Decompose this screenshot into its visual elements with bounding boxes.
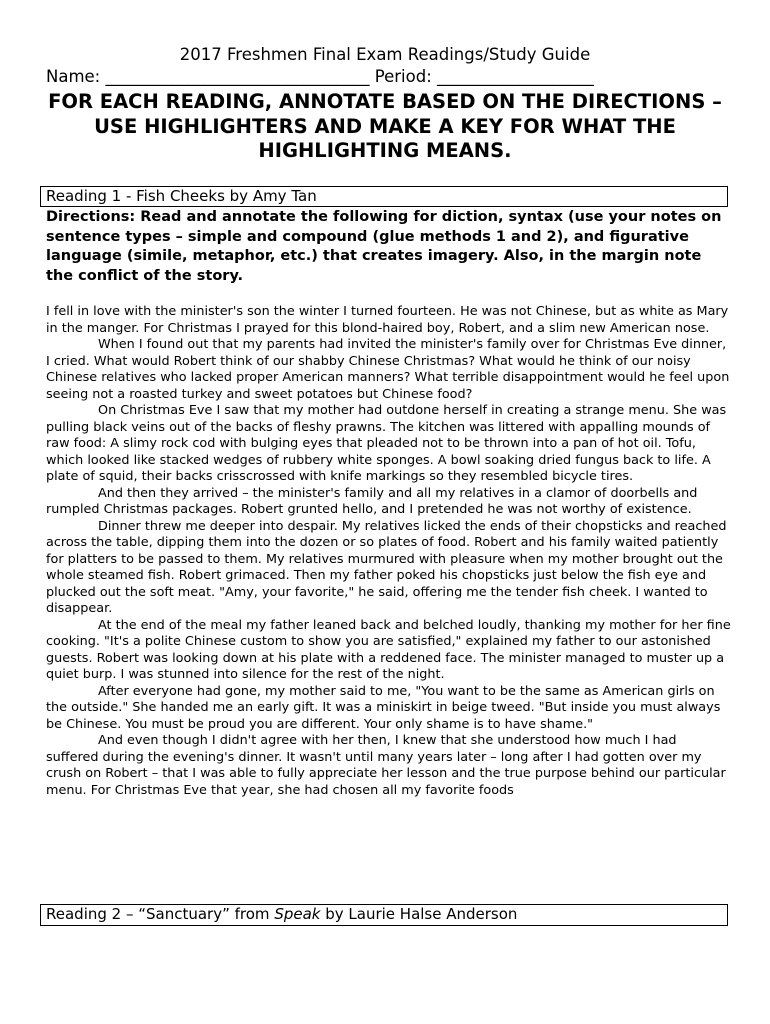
name-blank: ________________________________ bbox=[105, 67, 370, 86]
reading-1-text bbox=[46, 304, 732, 799]
paragraph-4: And then they arrived – the minister's family and all my relatives in a clamor of doorbells and rumpled Christmas packages. Robert grunted hello, and I pretended he was not worthy of existence. bbox=[46, 485, 698, 517]
period-blank: ___________________ bbox=[437, 67, 594, 86]
paragraph-5: Dinner threw me deeper into despair. My relatives licked the ends of their chopsticks and reached across the table, dipping them into the dozen or so plates of food. Robert and his family waited patiently for platters to be passed to them. My relatives murmured with pleasure when my mother brought out the whole steamed fish. Robert grimaced. Then my father poked his chopsticks just below the fish eye and plucked out the soft meat. "Amy, your favorite," he said, offering me the tender fish cheek. I wanted to disappear. bbox=[46, 518, 727, 616]
paragraph-8: And even though I didn't agree with her then, I knew that she understood how much I had suffered during the evening's dinner. It wasn't until many years later – long after I had gotten over my crush on Robert – that I was able to fully appreciate her lesson and the true purpose behind our particular menu. For Christmas Eve that year, she had chosen all my favorite foods bbox=[46, 733, 726, 798]
reading-2-heading bbox=[40, 904, 728, 926]
paragraph-2: When I found out that my parents had invited the minister's family over for Christmas Eve dinner, I cried. What would Robert think of our shabby Chinese Christmas? What would he think of our noisy Chinese relatives who lacked proper American manners? What terrible disappointment would he feel upon seeing not a roasted turkey and sweet potatoes but Chinese food? bbox=[46, 337, 730, 402]
page-title: 2017 Freshmen Final Exam Readings/Study Guide bbox=[179, 45, 591, 64]
annotation-instructions: FOR EACH READING, ANNOTATE BASED ON THE DIRECTIONS – USE HIGHLIGHTERS AND MAKE A KEY FOR WHAT THE HIGHLIGHTING MEANS. bbox=[48, 90, 722, 162]
reading-2-heading-prefix: Reading 2 – “Sanctuary” from bbox=[46, 905, 275, 923]
paragraph-3: On Christmas Eve I saw that my mother had outdone herself in creating a strange menu. She was pulling black veins out of the backs of fleshy prawns. The kitchen was littered with appalling mounds of raw food: A slimy rock cod with bulging eyes that pleaded not to be thrown into a pan of hot oil. Tofu, which looked like stacked wedges of rubbery white sponges. A bowl soaking dried fungus back to life. A plate of squid, their backs crisscrossed with knife markings so they resembled bicycle tires. bbox=[46, 403, 727, 484]
reading-2-heading-suffix: by Laurie Halse Anderson bbox=[320, 905, 518, 923]
paragraph-7: After everyone had gone, my mother said to me, "You want to be the same as American girls on the outside." She handed me an early gift. It was a miniskirt in beige tweed. "But inside you must always be Chinese. You must be proud you are different. Your only shame is to have shame." bbox=[46, 683, 721, 732]
name-period-line bbox=[46, 66, 736, 88]
period-label: Period: bbox=[374, 67, 432, 86]
reading-2-book-title: Speak bbox=[274, 905, 321, 923]
reading-1-heading: Reading 1 - Fish Cheeks by Amy Tan bbox=[40, 186, 728, 207]
paragraph-1: I fell in love with the minister's son the winter I turned fourteen. He was not Chinese, but as white as Mary in the manger. For Christmas I prayed for this blond-haired boy, Robert, and a slim new American nose. bbox=[46, 304, 729, 336]
paragraph-6: At the end of the meal my father leaned back and belched loudly, thanking my mother for her fine cooking. "It's a polite Chinese custom to show you are satisfied," explained my father to our astonished guests. Robert was looking down at his plate with a reddened face. The minister managed to muster up a quiet burp. I was stunned into silence for the rest of the night. bbox=[46, 617, 731, 682]
reading-1-directions: Directions: Read and annotate the following for diction, syntax (use your notes on sentence types – simple and compound (glue methods 1 and 2), and figurative language (simile, metaphor, etc.) that creates imagery. Also, in the margin note the conflict of the story. bbox=[46, 209, 722, 284]
name-label: Name: bbox=[46, 67, 101, 86]
